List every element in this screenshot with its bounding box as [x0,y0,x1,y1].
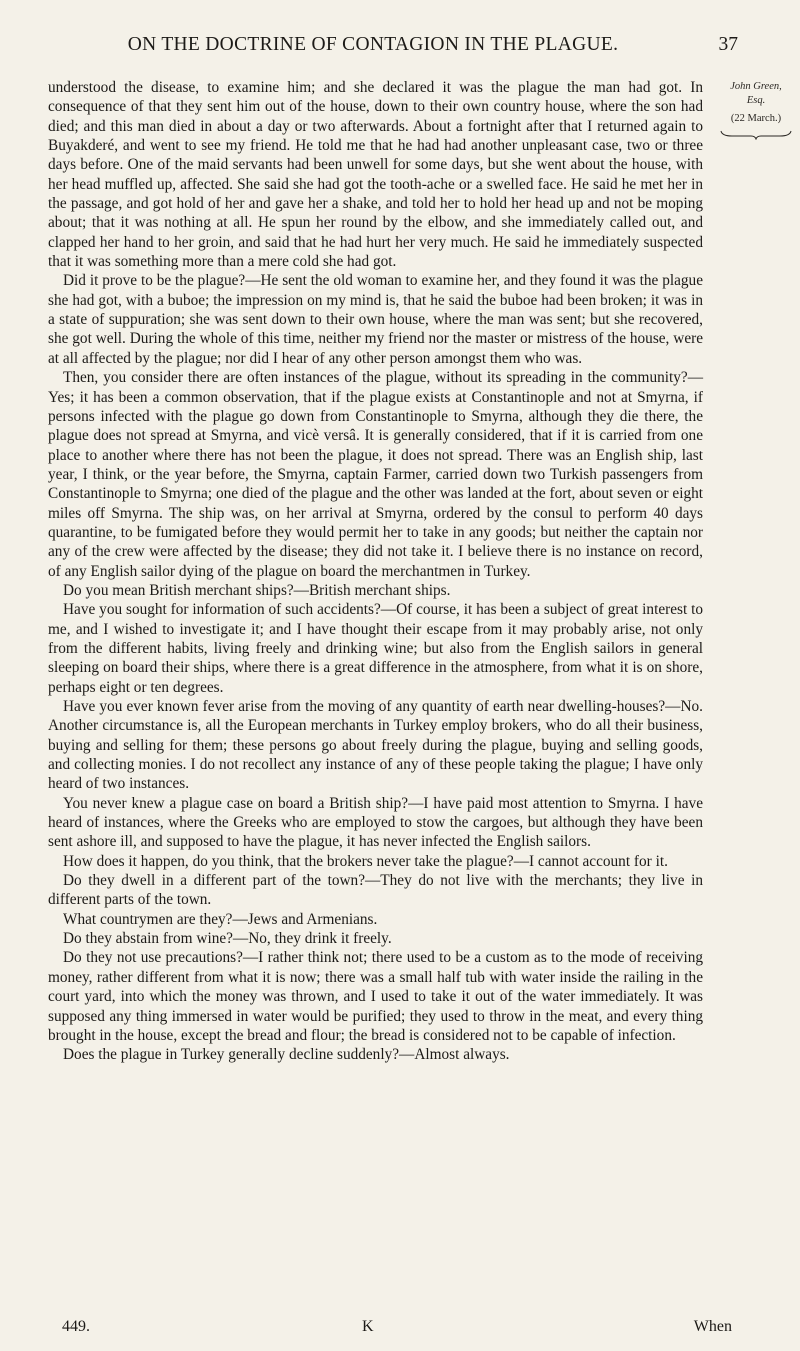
running-header [48,34,738,60]
catchword: When [693,1318,732,1335]
paragraph: understood the disease, to examine him; and she declared it was the plague the man had got. In consequence of that they sent him out of the house, down to their own country house, where the son had died; and this man died in about a day or two afterwards. About a fortnight after that I returned again to Buyakderé, and went to see my friend. He told me that he had had another unpleasant case, two or three days before. One of the maid servants had been unwell for some days, but she went about the house, with her head muffled up, affected. She said she had got the tooth-ache or a swelled face. He said he met her in the passage, and got hold of her and gave her a shake, and told her to hold her head up and not be moping about; that it was nothing at all. He spun her round by the elbow, and she immediately called out, and clapped her hand to her groin, and said that he had hurt her very much. He said he immediately suspected that it was something more than a mere cold she had got. [48,79,703,271]
paragraph: Does the plague in Turkey generally decline suddenly?—Almost always. [63,1046,510,1064]
page-number: 37 [718,34,738,55]
margin-date: (22 March.) [730,113,782,124]
paragraph: Do they abstain from wine?—No, they drink it freely. [63,930,392,948]
paragraph: Have you ever known fever arise from the moving of any quantity of earth near dwelling-houses?—No. Another circumstance is, all the European merchants in Turkey employ brokers, who do all their business, buying and selling for them; these persons go about freely during the plague, buying and selling goods, and collecting monies. I do not recollect any instance of any of these people taking the plague; I have only heard of two instances. [48,698,703,793]
paragraph: Then, you consider there are often instances of the plague, without its spreading in the community?—Yes; it has been a common observation, that if the plague exists at Constantinople and not at Smyrna, if persons infected with the plague go down from Constantinople to Smyrna, although they die there, the plague does not spread at Smyrna, and vicè versâ. It is generally considered, that if it is carried from one place to another where there has not been the plague, it does not spread. There was an English ship, last year, I think, or the year before, the Smyrna, captain Farmer, carried down two Turkish passengers from Constantinople to Smyrna; one died of the plague and the other was landed at the fort, about seven or eight miles off Smyrna. The ship was, on her arrival at Smyrna, ordered by the consul to perform 40 days quarantine, to be fumigated before they would permit her to take in any goods; but neither the captain nor any of the crew were affected by the disease; they did not take it. I believe there is no instance on record, of any English sailor dying of the plague on board the merchantmen in Turkey. [48,369,703,580]
body-text [48,78,703,1065]
witness-name: John Green, [730,81,782,92]
page-footer [62,1318,732,1340]
signature-number: 449. [62,1318,90,1335]
brace-icon [720,130,792,140]
margin-note [716,80,796,140]
paragraph: Do they not use precautions?—I rather think not; there used to be a custom as to the mode of receiving money, rather different from what it is now; there was a small half tub with water inside the railing in the court yard, into which the money was thrown, and I used to take it out of the water immediately. It was supposed any thing immersed in water would be purified; they used to throw in the meat, and every thing brought in the house, except the bread and flour; the bread is considered not to be capable of infection. [48,949,703,1044]
signature-mark: K [362,1318,374,1335]
paragraph: Did it prove to be the plague?—He sent the old woman to examine her, and they found it was the plague she had got, with a buboe; the impression on my mind is, that he said the buboe had been broken; it was in a state of suppuration; she was sent down to their own house, where the man was sent; but she recovered, she got well. During the whole of this time, neither my friend nor the master or mistress of the house, were at all affected by the plague; nor did I hear of any other person amongst them who was. [48,272,703,367]
paragraph: Do you mean British merchant ships?—British merchant ships. [63,581,451,599]
paragraph: What countrymen are they?—Jews and Armenians. [63,910,378,928]
paragraph: How does it happen, do you think, that the brokers never take the plague?—I cannot account for it. [63,852,668,870]
paragraph: Have you sought for information of such accidents?—Of course, it has been a subject of great interest to me, and I wished to investigate it; and I have thought their escape from it may probably arise, not only from the different habits, living freely and drinking wine; but also from the English sailors in general sleeping on board their ships, where there is a great difference in the atmosphere, from what it is on shore, perhaps eight or ten degrees. [48,601,703,696]
witness-title: Esq. [746,94,766,106]
paragraph: You never knew a plague case on board a British ship?—I have paid most attention to Smyrna. I have heard of instances, where the Greeks who are employed to stow the cargoes, but although they have been sent ashore ill, and supposed to have the plague, it has never infected the English sailors. [48,794,703,851]
paragraph: Do they dwell in a different part of the town?—They do not live with the merchants; they live in different parts of the town. [48,872,703,909]
running-title: ON THE DOCTRINE OF CONTAGION IN THE PLAGUE. [127,34,619,55]
